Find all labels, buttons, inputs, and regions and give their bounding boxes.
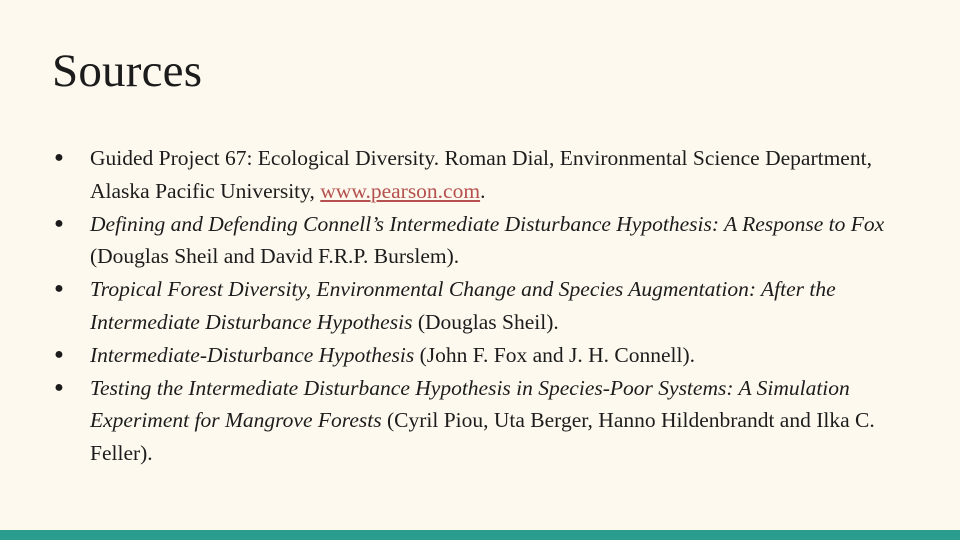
bullet-icon: ● [54, 378, 64, 396]
source-authors: (Douglas Sheil). [412, 309, 559, 334]
source-title: Tropical Forest Diversity, Environmental Change and Species Augmentation: After the Intermediate Disturbance Hypothesis [90, 277, 836, 334]
source-title: Testing the Intermediate Disturbance Hypothesis in Species-Poor Systems: A Simulation Experiment for Mangrove Forests [90, 375, 850, 433]
source-text-end: . [480, 178, 486, 203]
source-item [52, 142, 912, 208]
footer-accent-bar [0, 530, 960, 540]
bullet-icon: ● [54, 345, 64, 363]
source-item [52, 273, 912, 339]
source-item [52, 208, 912, 274]
source-title: Defining and Defending Connell’s Intermediate Disturbance Hypothesis: A Response to Fox [90, 211, 885, 236]
source-title: Intermediate-Disturbance Hypothesis [90, 342, 415, 367]
source-text: Guided Project 67: Ecological Diversity. Roman Dial, Environmental Science Department, Alaska Pacific University, [90, 146, 872, 203]
slide-title: Sources [52, 45, 203, 97]
source-authors: (Cyril Piou, Uta Berger, Hanno Hildenbrandt and Ilka C. Feller). [90, 408, 875, 466]
source-authors: (Douglas Sheil and David F.R.P. Burslem). [90, 244, 460, 269]
source-item [52, 372, 912, 470]
bullet-icon: ● [54, 280, 64, 298]
pearson-link[interactable]: www.pearson.com [320, 178, 481, 203]
bullet-icon: ● [54, 149, 64, 166]
sources-list [52, 142, 912, 470]
source-authors: (John F. Fox and J. H. Connell). [414, 342, 696, 367]
source-item [52, 339, 912, 372]
bullet-icon: ● [54, 214, 64, 232]
